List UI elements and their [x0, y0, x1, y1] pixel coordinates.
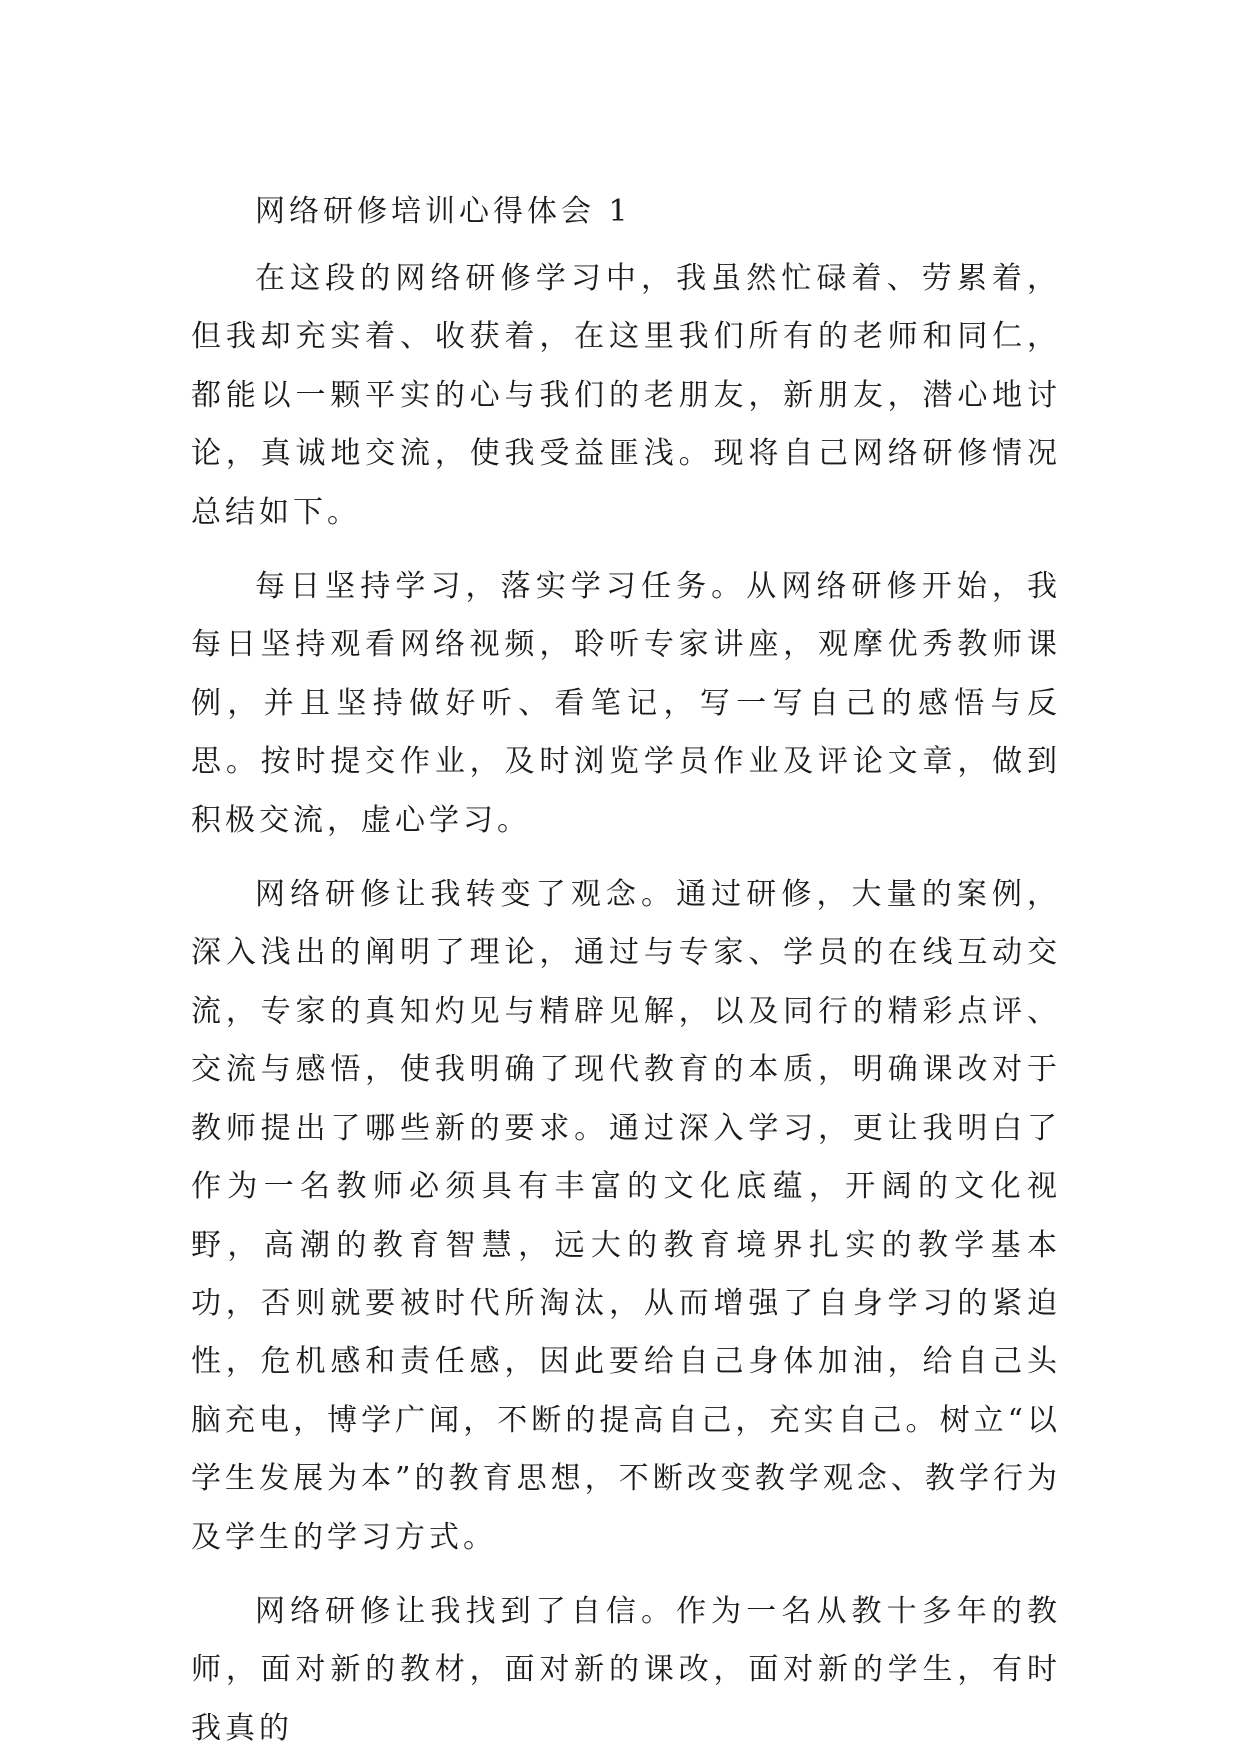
document-title: 网络研修培训心得体会 1	[255, 194, 632, 229]
paragraph: 网络研修让我找到了自信。作为一名从教十多年的教师，面对新的教材，面对新的课改，面对新的学生，有时我真的	[191, 1593, 1061, 1746]
paragraph: 每日坚持学习，落实学习任务。从网络研修开始，我每日坚持观看网络视频，聆听专家讲座，观摩优秀教师课例，并且坚持做好听、看笔记，写一写自己的感悟与反思。按时提交作业，及时浏览学员作业及评论文章，做到积极交流，虚心学习。	[191, 569, 1061, 838]
paragraph: 网络研修让我转变了观念。通过研修，大量的案例，深入浅出的阐明了理论，通过与专家、学员的在线互动交流，专家的真知灼见与精辟见解，以及同行的精彩点评、交流与感悟，使我明确了现代教育的本质，明确课改对于教师提出了哪些新的要求。通过深入学习，更让我明白了作为一名教师必须具有丰富的文化底蕴，开阔的文化视野，高潮的教育智慧，远大的教育境界扎实的教学基本功，否则就要被时代所淘汰，从而增强了自身学习的紧迫性，危机感和责任感，因此要给自己身体加油，给自己头脑充电，博学广闻，不断的提高自己，充实自己。树立“以学生发展为本”的教育思想，不断改变教学观念、教学行为及学生的学习方式。	[191, 877, 1061, 1555]
document-body	[191, 190, 1061, 1758]
paragraph: 在这段的网络研修学习中，我虽然忙碌着、劳累着，但我却充实着、收获着，在这里我们所有的老师和同仁，都能以一颗平实的心与我们的老朋友，新朋友，潜心地讨论，真诚地交流，使我受益匪浅。现将自己网络研修情况总结如下。	[191, 261, 1061, 530]
